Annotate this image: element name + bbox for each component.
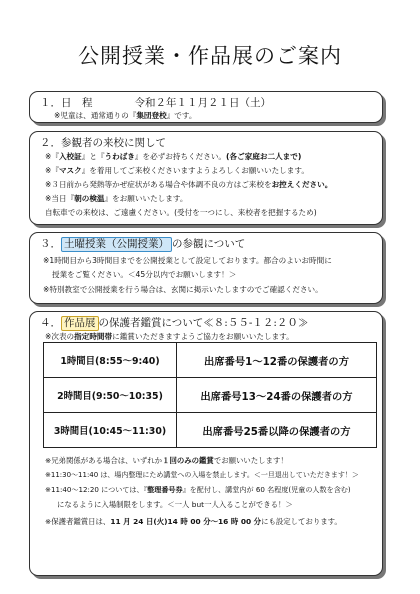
exhibition-note-3 — [45, 485, 351, 495]
note-text: ※保護者鑑賞日は、 — [45, 517, 111, 526]
page-title: 公開授業・作品展のご案内 — [78, 44, 342, 68]
table-cell-period: 1時間目(8:55〜9:40) — [44, 343, 177, 378]
exhibition-note-2: ※11:30〜11:40 は、場内整理にため講堂への入場を禁止します。＜一旦退出していただきます！＞ — [45, 471, 359, 479]
open-class-note-2: 授業をご覧ください。＜45分以内でお願いします！＞ — [52, 270, 237, 279]
exhibition-note-4 — [45, 516, 342, 527]
exhibition-heading-num: ４． — [40, 317, 61, 329]
visitor-rules-heading: ２．参観者の来校に関して — [40, 137, 166, 149]
visitor-rule-3 — [45, 179, 332, 190]
table-row — [44, 413, 377, 448]
visitor-rule-4 — [45, 193, 187, 204]
table-cell-group: 出席番号1〜12番の保護者の方 — [177, 343, 377, 378]
visitor-rule-2 — [45, 165, 309, 176]
rule-bold: 朝の検温 — [74, 194, 105, 203]
note-text: 』を配付し、講堂内が 60 名程度(児童の人数を含む) — [182, 485, 351, 494]
viewing-schedule-table — [43, 342, 377, 448]
note-text: でお願いいたします！ — [213, 456, 288, 465]
section-visitor-rules — [29, 131, 383, 225]
note-bold: 11 月 24 日(火)14 時 00 分〜16 時 00 分 — [110, 517, 262, 526]
rule-text: 』と『 — [81, 152, 105, 161]
schedule-heading: １．日 程 令和２年１１月２１日（土） — [40, 97, 271, 109]
open-class-heading-highlight: 土曜授業（公開授業） — [61, 237, 172, 252]
exhibition-heading-text: の保護者鑑賞について≪８:５５-１２:２０≫ — [98, 317, 309, 329]
exhibition-heading-highlight: 作品展 — [61, 316, 99, 331]
table-row — [44, 378, 377, 413]
rule-text: 』をお願いいたします。 — [104, 194, 188, 203]
table-cell-group: 出席番号13〜24番の保護者の方 — [177, 378, 377, 413]
note-bold: １回のみの鑑賞 — [162, 456, 214, 465]
rule-text: ※３日前から発熱等かぜ症状がある場合や体調不良の方はご来校を — [45, 180, 272, 189]
table-cell-group: 出席番号25番以降の保護者の方 — [177, 413, 377, 448]
note-text: にも設定しております。 — [261, 517, 342, 526]
intro-text: に鑑賞いただきますようご協力をお願いいたします。 — [112, 332, 294, 341]
section-open-class — [29, 232, 383, 304]
open-class-heading — [40, 236, 245, 252]
schedule-note — [54, 110, 196, 121]
rule-text: ※当日『 — [45, 194, 75, 203]
rule-text: 』を必ずお持ちください。 — [134, 152, 227, 161]
open-class-heading-num: ３． — [40, 238, 61, 250]
open-class-note-1: ※1時間目から3時間目までを公開授業として設定しております。都合のよいお時間に — [43, 256, 332, 265]
rule-text: ※『 — [45, 152, 59, 161]
visitor-rule-5: 自転車での来校は、ご遠慮ください。(受付を一つにし、来校者を把握するため) — [45, 208, 317, 217]
intro-text: ※次表の — [45, 332, 75, 341]
rule-bold: 入校証 — [58, 152, 82, 161]
table-cell-period: 2時間目(9:50〜10:35) — [44, 378, 177, 413]
rule-text: 』を着用してご来校くださいますようよろしくお願いいたします。 — [81, 166, 309, 175]
note-bold: 整理番号券 — [147, 485, 183, 494]
exhibition-intro — [45, 331, 294, 342]
schedule-note-bold: 集団登校 — [136, 111, 167, 120]
rule-bold: マスク — [58, 166, 82, 175]
exhibition-note-3-cont: になるように入場制限をします。＜一人 but一人入ることができる！＞ — [57, 500, 293, 509]
table-cell-period: 3時間目(10:45〜11:30) — [44, 413, 177, 448]
exhibition-heading — [40, 315, 308, 331]
schedule-note-text: ※児童は、通常通りの『 — [54, 111, 137, 120]
intro-bold: 指定時間帯 — [74, 332, 113, 341]
rule-bold: うわばき — [104, 152, 135, 161]
exhibition-note-1 — [45, 455, 288, 466]
open-class-heading-text: の参観について — [172, 238, 246, 250]
rule-bold: お控えください。 — [271, 180, 333, 189]
rule-bold: (各ご家庭お二人まで) — [226, 152, 302, 161]
section-schedule — [29, 91, 383, 123]
note-text: ※兄弟関係がある場合は、いずれか — [45, 456, 163, 465]
table-row — [44, 343, 377, 378]
rule-text: ※『 — [45, 166, 59, 175]
note-text: ※11:40〜12:20 については、『 — [45, 485, 148, 494]
schedule-note-text-end: 』です。 — [166, 111, 197, 120]
open-class-note-3: ※特別教室で公開授業を行う場合は、玄関に掲示いたしますのでご確認ください。 — [43, 285, 323, 294]
visitor-rule-1 — [45, 151, 301, 162]
